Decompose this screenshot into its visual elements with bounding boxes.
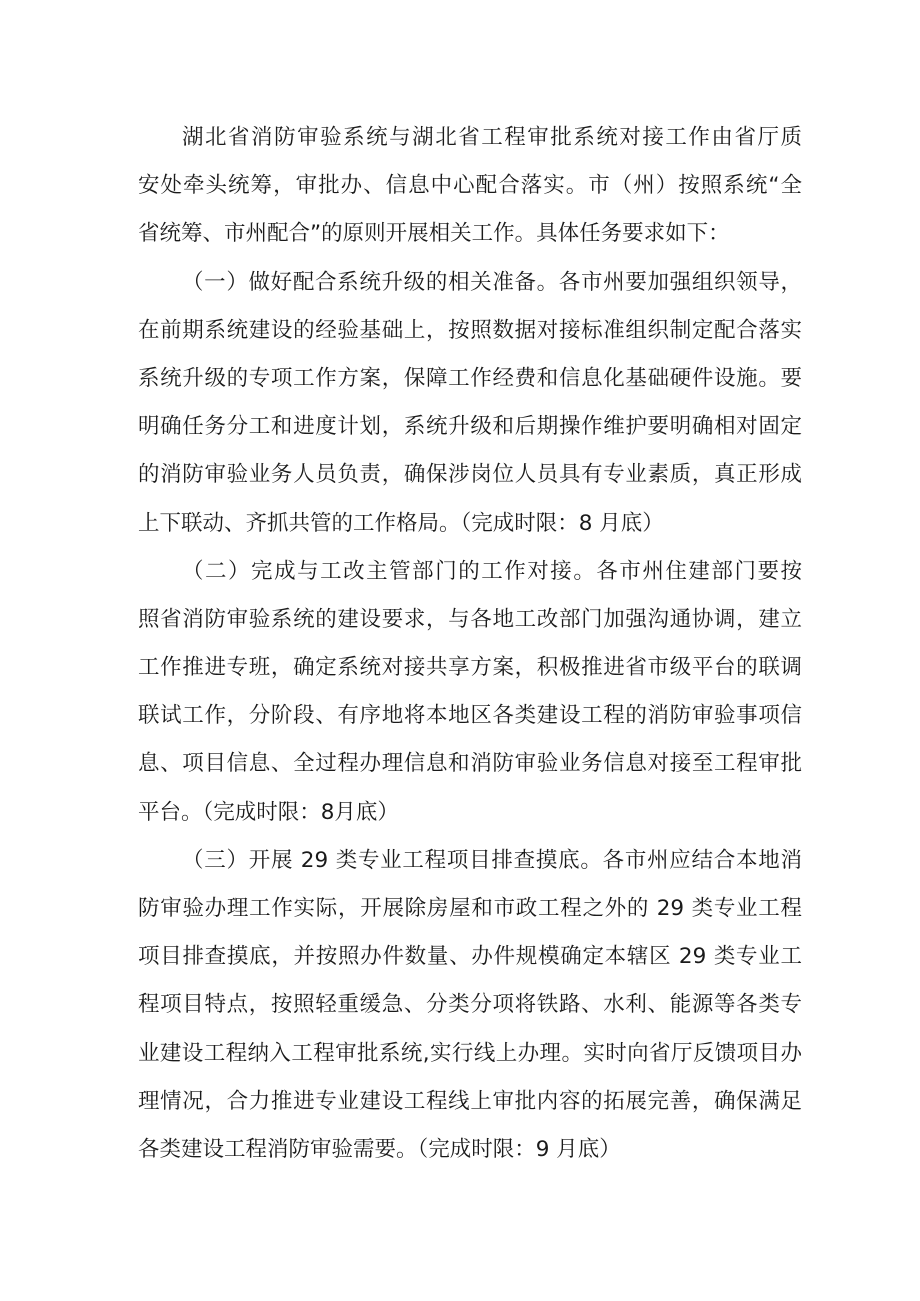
text-line: 联试工作，分阶段、有序地将本地区各类建设工程的消防审验事项信 xyxy=(138,703,802,729)
text-line: 防审验办理工作实际，开展除房屋和市政工程之外的 29 类专业工程 xyxy=(138,896,802,921)
paragraph-item-1 xyxy=(138,259,802,548)
text-line: 项目排查摸底，并按照办件数量、办件规模确定本辖区 29 类专业工 xyxy=(138,944,802,970)
text-line: （三）开展 29 类专业工程项目排查摸底。各市州应结合本地消 xyxy=(182,847,802,873)
document-body xyxy=(138,114,802,1174)
text-line: 理情况，合力推进专业建设工程线上审批内容的拓展完善，确保满足 xyxy=(138,1088,802,1114)
text-line: （二）完成与工改主管部门的工作对接。各市州住建部门要按 xyxy=(182,558,802,584)
text-line: 业建设工程纳入工程审批系统,实行线上办理。实时向省厅反馈项目办 xyxy=(138,1040,802,1066)
text-line: 在前期系统建设的经验基础上，按照数据对接标准组织制定配合落实 xyxy=(138,317,802,343)
text-line: （一）做好配合系统升级的相关准备。各市州要加强组织领导， xyxy=(182,269,802,295)
text-line: 平台。（完成时限：8月底） xyxy=(138,799,399,825)
text-line: 上下联动、齐抓共管的工作格局。（完成时限：8 月底） xyxy=(138,510,664,536)
text-line: 程项目特点，按照轻重缓急、分类分项将铁路、水利、能源等各类专 xyxy=(138,992,802,1018)
text-line: 的消防审验业务人员负责，确保涉岗位人员具有专业素质，真正形成 xyxy=(138,462,802,488)
paragraph-item-3 xyxy=(138,837,802,1174)
text-line: 省统筹、市州配合”的原则开展相关工作。具体任务要求如下： xyxy=(138,221,730,247)
text-line: 明确任务分工和进度计划，系统升级和后期操作维护要明确相对固定 xyxy=(138,414,802,440)
text-line: 工作推进专班，确定系统对接共享方案，积极推进省市级平台的联调 xyxy=(138,655,802,681)
text-line: 系统升级的专项工作方案，保障工作经费和信息化基础硬件设施。要 xyxy=(138,365,802,391)
text-line: 湖北省消防审验系统与湖北省工程审批系统对接工作由省厅质 xyxy=(182,125,802,150)
text-line: 各类建设工程消防审验需要。（完成时限：9 月底） xyxy=(138,1136,621,1162)
paragraph-intro xyxy=(138,114,802,259)
text-line: 安处牵头统筹，审批办、信息中心配合落实。市（州）按照系统“全 xyxy=(138,173,802,199)
paragraph-item-2 xyxy=(138,548,802,837)
text-line: 息、项目信息、全过程办理信息和消防审验业务信息对接至工程审批 xyxy=(138,751,802,777)
text-line: 照省消防审验系统的建设要求，与各地工改部门加强沟通协调，建立 xyxy=(138,606,802,632)
